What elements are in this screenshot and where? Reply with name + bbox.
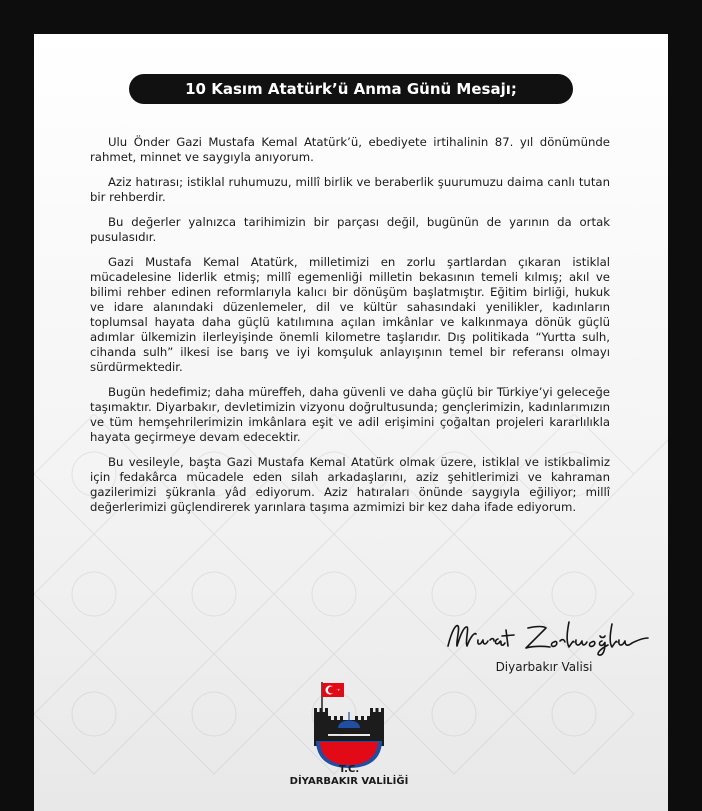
handwritten-signature (442, 616, 652, 658)
paragraph: Bu değerler yalnızca tarihimizin bir parçası değil, bugünün de yarının da ortak pusulasıdır. (90, 215, 610, 244)
paragraph: Aziz hatırası; istiklal ruhumuzu, millî birlik ve beraberlik şuurumuzu daima canlı tutan bir rehberdir. (90, 175, 610, 204)
letter-page (34, 34, 668, 811)
paragraph: Bugün hedefimiz; daha müreffeh, daha güvenli ve daha güçlü bir Türkiye’yi geleceğe taşımaktır. Diyarbakır, devletimizin vizyonu doğrultusunda; gençlerimizin, kadınlarımızın ve tüm hemşehrilerimizin imkânlara eşit ve adil erişimini çoğaltan projeleri kararlılıkla hayata geçirmeye devam edecektir. (90, 385, 610, 444)
paragraph: Ulu Önder Gazi Mustafa Kemal Atatürk’ü, ebediyete irtihalinin 87. yıl dönümünde rahmet, minnet ve saygıyla anıyorum. (90, 135, 610, 164)
institution-line1: T.C. (338, 764, 360, 775)
paragraph: Gazi Mustafa Kemal Atatürk, milletimizi en zorlu şartlardan çıkaran istiklal mücadelesine liderlik etmiş; millî egemenliği milletin bekasının temeli kılmış; akıl ve bilimi rehber edinen reformlarıyla kalıcı bir dönüşüm başlatmıştır. Eğitim birliği, hukuk ve idare alanındaki düzenlemeler, dil ve kültür sahasındaki yenilikler, kadınların toplumsal hayata daha güçlü katılımına açılan imkânlar ve kalkınmaya dönük güçlü adımlar ülkemizin ilerleyişinde önemli kilometre taşlarıdır. Dış politikada “Yurtta sulh, cihanda sulh” ilkesi ise barış ve iyi komşuluk anlayışının temel bir referansı olmayı sürdürmektedir. (90, 255, 610, 374)
page-title: 10 Kasım Atatürk’ü Anma Günü Mesajı; (185, 80, 517, 98)
institution-name (264, 764, 434, 788)
governorship-logo-icon (304, 678, 394, 770)
paragraph: Bu vesileyle, başta Gazi Mustafa Kemal Atatürk olmak üzere, istiklal ve istikbalimiz için fedakârca mücadele eden silah arkadaşlarını, aziz şehitlerimizi ve kahraman gazilerimizi şükranla yâd ediyorum. Aziz hatıraları önünde saygıyla eğiliyor; millî değerlerimizi güçlendirerek yarınlara taşıma azmimizi bir kez daha ifade ediyorum. (90, 455, 610, 514)
title-banner (129, 74, 573, 104)
institution-line2: DİYARBAKIR VALİLİĞİ (289, 776, 409, 787)
signer-title: Diyarbakır Valisi (495, 660, 593, 674)
message-body (90, 135, 610, 525)
